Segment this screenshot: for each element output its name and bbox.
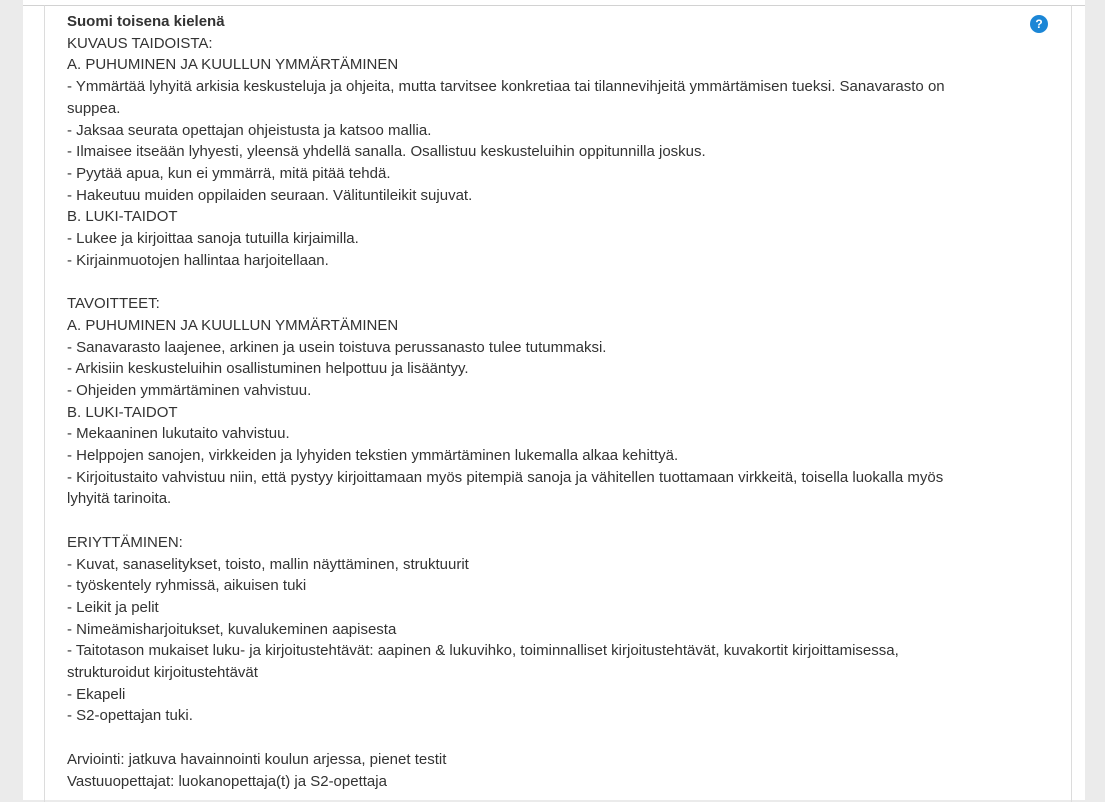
text-line: - Kirjoitustaito vahvistuu niin, että pystyy kirjoittamaan myös pitempiä sanoja ja vähitellen tuottamaan virkkeitä, toisella luokalla myös bbox=[67, 468, 944, 486]
text-line: - Mekaaninen lukutaito vahvistuu. bbox=[67, 425, 290, 443]
text-line: - Nimeämisharjoitukset, kuvalukeminen aapisesta bbox=[67, 620, 397, 638]
text-line: - Sanavarasto laajenee, arkinen ja usein toistuva perussanasto tulee tutummaksi. bbox=[67, 338, 607, 356]
text-line: - Arkisiin keskusteluihin osallistuminen helpottuu ja lisääntyy. bbox=[67, 360, 469, 378]
text-line: - Lukee ja kirjoittaa sanoja tutuilla kirjaimilla. bbox=[67, 230, 359, 248]
text-line: - Leikit ja pelit bbox=[67, 598, 159, 616]
text-line: - Kuvat, sanaselitykset, toisto, mallin näyttäminen, struktuurit bbox=[67, 555, 469, 573]
text-line: - Helppojen sanojen, virkkeiden ja lyhyiden tekstien ymmärtäminen lukemalla alkaa kehittyä. bbox=[67, 447, 679, 465]
text-line: - Hakeutuu muiden oppilaiden seuraan. Välituntileikit sujuvat. bbox=[67, 186, 473, 204]
section-content bbox=[45, 6, 1071, 792]
text-line: A. PUHUMINEN JA KUULLUN YMMÄRTÄMINEN bbox=[67, 316, 399, 334]
text-line bbox=[67, 510, 1049, 532]
text-line: - Ymmärtää lyhyitä arkisia keskusteluja ja ohjeita, mutta tarvitsee konkretiaa tai tilannevihjeitä ymmärtämisen tueksi. Sanavarasto on bbox=[67, 78, 945, 96]
field-section bbox=[44, 5, 1072, 802]
text-line: - Kirjainmuotojen hallintaa harjoitellaan. bbox=[67, 251, 329, 269]
section-text bbox=[67, 33, 1049, 793]
text-line: - Ekapeli bbox=[67, 685, 126, 703]
text-line bbox=[67, 727, 1049, 749]
text-line: B. LUKI-TAIDOT bbox=[67, 208, 178, 226]
text-line: TAVOITTEET: bbox=[67, 295, 160, 313]
text-line: suppea. bbox=[67, 99, 121, 117]
text-line: - työskentely ryhmissä, aikuisen tuki bbox=[67, 577, 307, 595]
text-line: - Taitotason mukaiset luku- ja kirjoitustehtävät: aapinen & lukuvihko, toiminnalliset kirjoitustehtävät, kuvakortit kirjoittamisessa, bbox=[67, 642, 899, 660]
text-line: Vastuuopettajat: luokanopettaja(t) ja S2-opettaja bbox=[67, 772, 387, 790]
text-line: - Ilmaisee itseään lyhyesti, yleensä yhdellä sanalla. Osallistuu keskusteluihin oppitunnilla joskus. bbox=[67, 143, 706, 161]
text-line: B. LUKI-TAIDOT bbox=[67, 403, 178, 421]
text-line: strukturoidut kirjoitustehtävät bbox=[67, 664, 258, 682]
text-line: ERIYTTÄMINEN: bbox=[67, 533, 183, 551]
section-title: Suomi toisena kielenä bbox=[67, 13, 225, 30]
content-panel bbox=[23, 0, 1085, 800]
text-line: lyhyitä tarinoita. bbox=[67, 490, 172, 508]
text-line bbox=[67, 271, 1049, 293]
text-line: A. PUHUMINEN JA KUULLUN YMMÄRTÄMINEN bbox=[67, 56, 399, 74]
help-icon[interactable]: ? bbox=[1030, 15, 1048, 33]
text-line: - Jaksaa seurata opettajan ohjeistusta ja katsoo mallia. bbox=[67, 121, 432, 139]
text-line: Arviointi: jatkuva havainnointi koulun arjessa, pienet testit bbox=[67, 750, 447, 768]
text-line: - Ohjeiden ymmärtäminen vahvistuu. bbox=[67, 381, 312, 399]
text-line: KUVAUS TAIDOISTA: bbox=[67, 34, 213, 52]
text-line: - S2-opettajan tuki. bbox=[67, 707, 193, 725]
text-line: - Pyytää apua, kun ei ymmärrä, mitä pitää tehdä. bbox=[67, 164, 391, 182]
